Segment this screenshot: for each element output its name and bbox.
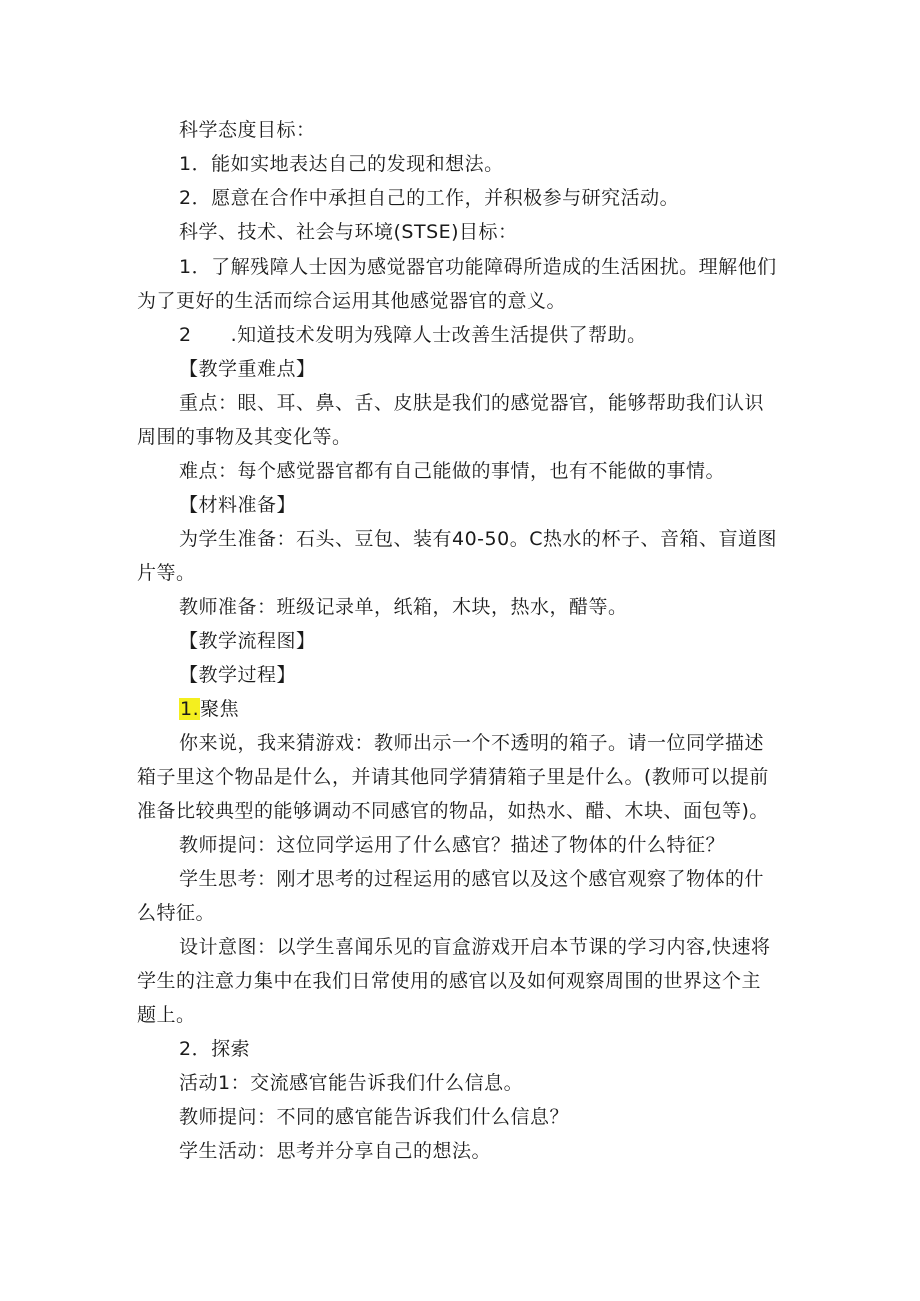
section-heading-stse: 科学、技术、社会与环境(STSE)目标： — [179, 221, 518, 243]
student-materials-line-2: 片等。 — [137, 562, 196, 584]
teacher-materials: 教师准备：班级记录单，纸箱，木块，热水，醋等。 — [179, 596, 628, 618]
step-1-title: 聚焦 — [200, 698, 240, 720]
activity-1: 活动1：交流感官能告诉我们什么信息。 — [179, 1072, 524, 1094]
attitude-goal-2: 2．愿意在合作中承担自己的工作，并积极参与研究活动。 — [179, 187, 680, 209]
attitude-goal-1: 1．能如实地表达自己的发现和想法。 — [179, 153, 504, 175]
heading-flowchart: 【教学流程图】 — [179, 630, 316, 652]
teacher-question-2: 教师提问：不同的感官能告诉我们什么信息？ — [179, 1106, 570, 1128]
student-thinking-line-1: 学生思考：刚才思考的过程运用的感官以及这个感官观察了物体的什 — [179, 868, 765, 890]
difficult-point: 难点：每个感觉器官都有自己能做的事情，也有不能做的事情。 — [179, 460, 726, 482]
student-materials-line-1: 为学生准备：石头、豆包、装有40-50。C热水的杯子、音箱、盲道图 — [179, 528, 777, 550]
section-heading-attitude: 科学态度目标： — [179, 119, 316, 141]
heading-key-points: 【教学重难点】 — [179, 358, 316, 380]
focus-para-line-2: 箱子里这个物品是什么，并请其他同学猜猜箱子里是什么。(教师可以提前 — [137, 766, 769, 788]
focus-para-line-1: 你来说，我来猜游戏：教师出示一个不透明的箱子。请一位同学描述 — [179, 732, 765, 754]
step-1-number-highlight: 1. — [180, 698, 200, 720]
focus-para-line-3: 准备比较典型的能够调动不同感官的物品，如热水、醋、木块、面包等)。 — [137, 800, 769, 822]
stse-goal-1-line-2: 为了更好的生活而综合运用其他感觉器官的意义。 — [137, 290, 567, 312]
design-intent-line-3: 题上。 — [137, 1004, 196, 1026]
stse-goal-2: 2 .知道技术发明为残障人士改善生活提供了帮助。 — [179, 324, 647, 346]
student-thinking-line-2: 么特征。 — [137, 902, 216, 924]
key-point-line-2: 周围的事物及其变化等。 — [137, 426, 352, 448]
step-1-heading — [179, 697, 239, 721]
key-point-line-1: 重点：眼、耳、鼻、舌、皮肤是我们的感觉器官，能够帮助我们认识 — [179, 392, 765, 414]
design-intent-line-1: 设计意图：以学生喜闻乐见的盲盒游戏开启本节课的学习内容,快速将 — [179, 936, 771, 958]
teacher-question: 教师提问：这位同学运用了什么感官？描述了物体的什么特征？ — [179, 834, 726, 856]
heading-materials: 【材料准备】 — [179, 494, 297, 516]
design-intent-line-2: 学生的注意力集中在我们日常使用的感官以及如何观察周围的世界这个主 — [137, 970, 762, 992]
heading-process: 【教学过程】 — [179, 664, 297, 686]
stse-goal-1-line-1: 1．了解残障人士因为感觉器官功能障碍所造成的生活困扰。理解他们 — [179, 256, 777, 278]
student-activity: 学生活动：思考并分享自己的想法。 — [179, 1140, 492, 1162]
step-2-heading: 2．探索 — [179, 1038, 251, 1060]
